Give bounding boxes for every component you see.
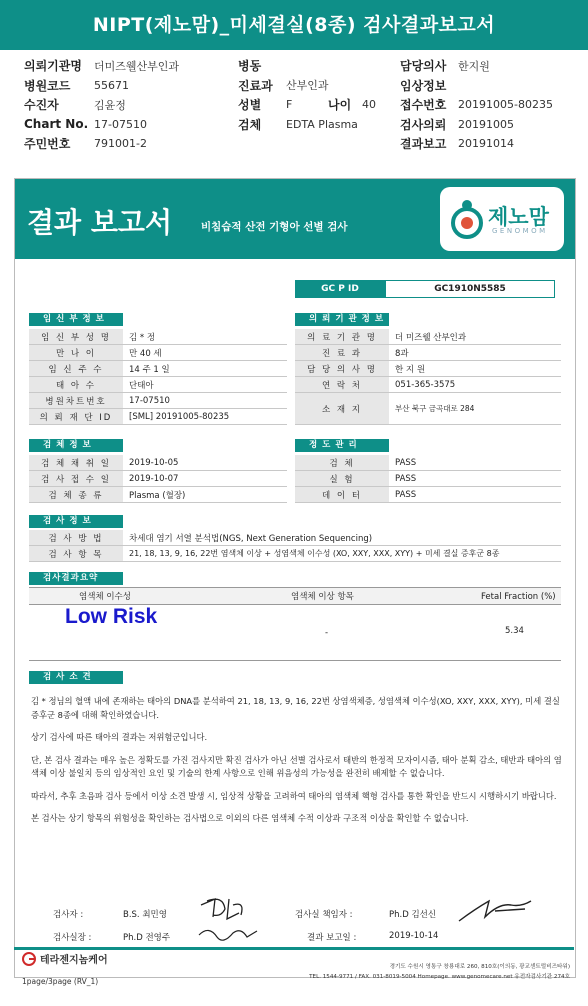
table-row — [29, 487, 287, 503]
info-value: 더미즈웰산부인과 — [94, 59, 180, 73]
info-value: 17-07510 — [94, 117, 147, 131]
info-label: 병원코드 — [24, 78, 71, 93]
row-key: 병원차트번호 — [29, 393, 123, 408]
row-key: 검 사 방 법 — [29, 530, 123, 545]
row-value: PASS — [395, 457, 417, 468]
gcp-id-label: GC P ID — [295, 280, 385, 298]
row-value: 14 주 1 일 — [129, 364, 170, 375]
tester-label: 검사자 : — [53, 910, 84, 920]
row-key: 실 험 — [295, 471, 389, 486]
order-info-col2 — [238, 56, 376, 134]
row-key: 소 재 지 — [295, 393, 389, 424]
row-key: 데 이 터 — [295, 487, 389, 502]
row-value: 만 40 세 — [129, 348, 162, 359]
row-key: 검 체 — [295, 455, 389, 470]
info-label: 접수번호 — [400, 98, 447, 113]
info-label: 담당의사 — [400, 59, 447, 74]
report-date-value: 2019-10-14 — [389, 931, 439, 941]
tester-name: B.S. 최민영 — [123, 910, 167, 920]
row-key: 의 뢰 재 단 ID — [29, 409, 123, 424]
row-key: 의 료 기 관 명 — [295, 329, 389, 344]
info-row — [400, 95, 553, 115]
table-row — [29, 530, 561, 546]
patient-table — [29, 329, 287, 425]
patient-section-header: 임 신 부 정 보 — [29, 313, 123, 326]
info-label: 수진자 — [24, 98, 59, 113]
info-row — [400, 115, 553, 135]
table-row — [295, 487, 561, 503]
info-row — [238, 56, 376, 76]
report-banner — [15, 179, 575, 259]
table-row — [295, 361, 561, 377]
opinion-paragraph: 본 검사는 상기 항목의 위험성을 확인하는 검사법으로 이외의 다른 염색체 수적 이상과 구조적 이상을 확인할 수 없습니다. — [31, 813, 469, 823]
gcp-id-value: GC1910N5585 — [385, 280, 555, 298]
row-key: 만 나 이 — [29, 345, 123, 360]
info-row — [24, 95, 179, 115]
row-key: 임 신 주 수 — [29, 361, 123, 376]
table-row — [29, 345, 287, 361]
institution-section-header: 의 뢰 기 관 정 보 — [295, 313, 389, 326]
table-row — [295, 455, 561, 471]
order-info-col3 — [400, 56, 553, 154]
footer-logo — [22, 951, 108, 966]
result-report — [14, 178, 576, 978]
info-value: 한지원 — [458, 59, 490, 73]
info-value: 20191005 — [458, 117, 514, 131]
row-key: 검 체 종 류 — [29, 487, 123, 502]
gcp-id — [295, 280, 555, 298]
specimen-section-header: 검 체 정 보 — [29, 439, 123, 452]
banner-subtitle: 비침습적 산전 기형아 선별 검사 — [201, 221, 348, 233]
table-row — [295, 377, 561, 393]
opinion-section-header: 검 사 소 견 — [29, 671, 123, 684]
order-info-col1 — [24, 56, 179, 154]
address-line: 경기도 수원시 영통구 창룡대로 260, 810호(이의동, 광교센트럴비즈타워) — [389, 964, 570, 970]
row-value: 김 * 정 — [129, 332, 156, 343]
opinion-paragraph: 단, 본 검사 결과는 매우 높은 정확도를 가진 검사지만 확진 검사가 아닌 선별 검사로서 태반의 한정적 모자이시즘, 태아 분획 감소, 태반과 태아의 염색체 이상 불일치 등의 임상적인 요인 및 기술의 한계 사항으로 인해 위음성의 가능성을 완전히 배제할 수 없습니다. — [31, 754, 562, 778]
info-row — [238, 95, 376, 115]
fetal-fraction-value: 5.34 — [505, 626, 524, 636]
info-label: 주민번호 — [24, 137, 71, 152]
test-table — [29, 530, 561, 562]
age-value: 40 — [362, 98, 376, 112]
info-row — [400, 76, 553, 96]
footer-address — [309, 963, 570, 982]
opinion-text — [31, 695, 563, 835]
info-row — [24, 76, 179, 96]
table-row — [29, 471, 287, 487]
info-value: 산부인과 — [286, 79, 329, 93]
info-row — [238, 76, 376, 96]
info-value: EDTA Plasma — [286, 117, 358, 131]
summary-section-header: 검사결과요약 — [29, 572, 123, 585]
row-value: 2019-10-05 — [129, 457, 179, 468]
info-value: 55671 — [94, 78, 129, 92]
signature-image — [193, 891, 263, 953]
row-key: 검 체 채 취 일 — [29, 455, 123, 470]
row-value: 부산 북구 금곡대로 284 — [395, 404, 475, 413]
summary-col-fetal-fraction: Fetal Fraction (%) — [481, 592, 556, 602]
row-value: 더 미즈웰 산부인과 — [395, 332, 467, 343]
row-value: 단태아 — [129, 380, 154, 391]
info-value: 791001-2 — [94, 137, 147, 151]
table-row — [295, 329, 561, 345]
row-key: 담 당 의 사 명 — [295, 361, 389, 376]
info-label: 검체 — [238, 117, 262, 132]
info-row — [238, 115, 376, 135]
age-label: 나이 — [328, 98, 352, 113]
manager-name: Ph.D 김선신 — [389, 910, 437, 920]
row-key: 진 료 과 — [295, 345, 389, 360]
company-name: 테라젠지놈케어 — [40, 955, 108, 966]
test-section-header: 검 사 정 보 — [29, 515, 123, 528]
opinion-paragraph: 김 * 정님의 혈액 내에 존재하는 태아의 DNA를 분석하여 21, 18, 13, 9, 16, 22번 상염색체증, 성염색체 이수성(XO, XXY, XXX, XYY), 미세 결실 증후군 8종에 대해 확인하였습니다. — [31, 696, 560, 720]
row-value: 2019-10-07 — [129, 473, 179, 484]
row-value: 한 지 원 — [395, 364, 426, 375]
row-key: 태 아 수 — [29, 377, 123, 392]
table-row — [29, 361, 287, 377]
info-label: Chart No. — [24, 117, 89, 132]
row-key: 연 락 처 — [295, 377, 389, 392]
banner-title: 결과 보고서 — [27, 206, 172, 239]
info-value: 20191014 — [458, 137, 514, 151]
contact-line: TEL. 1544-9771 / FAX. 031-8019-5004 Homepage. www.genomecare.net 유전자검사기관 274호 — [309, 973, 570, 980]
summary-header-row — [29, 587, 561, 605]
footer-rule — [14, 947, 574, 950]
report-top-title: NIPT(제노맘)_미세결실(8종) 검사결과보고서 — [0, 0, 588, 50]
row-value: 8과 — [395, 348, 409, 359]
signature-image — [455, 891, 535, 931]
company-logo-icon — [22, 952, 36, 966]
info-row — [24, 115, 179, 135]
row-value: 21, 18, 13, 9, 16, 22번 염색체 이상 + 성염색체 이수성 (XO, XXY, XXX, XYY) + 미세 결실 증후군 8종 — [129, 549, 500, 558]
opinion-paragraph: 따라서, 추후 초음파 검사 등에서 이상 소견 발생 시, 임상적 상황을 고려하여 태아의 염색체 핵형 검사를 통한 확인을 반드시 시행하시기 바랍니다. — [31, 790, 557, 801]
logo-text: 제노맘 — [488, 205, 549, 229]
table-row — [29, 393, 287, 409]
chief-label: 검사실장 : — [53, 933, 92, 943]
summary-col-abnormal: 염색체 이상 항목 — [291, 592, 354, 602]
table-row — [29, 377, 287, 393]
info-label: 진료과 — [238, 78, 273, 93]
row-value: [SML] 20191005-80235 — [129, 411, 230, 422]
info-row — [24, 56, 179, 76]
abnormal-item-value: - — [325, 628, 329, 638]
chief-name: Ph.D 전영주 — [123, 933, 171, 943]
row-value: 차세대 염기 서열 분석법(NGS, Next Generation Sequencing) — [129, 533, 373, 544]
qc-table — [295, 455, 561, 503]
info-label: 결과보고 — [400, 137, 447, 152]
opinion-paragraph: 상기 검사에 따른 태아의 결과는 저위험군입니다. — [31, 732, 208, 742]
info-label: 의뢰기관명 — [24, 59, 82, 74]
table-row — [295, 345, 561, 361]
info-label: 성별 — [238, 98, 262, 113]
row-key: 검 사 항 목 — [29, 546, 123, 561]
page-number: 1page/3page (RV_1) — [22, 977, 99, 986]
table-row — [29, 409, 287, 425]
table-row — [295, 393, 561, 425]
row-key: 임 신 부 성 명 — [29, 329, 123, 344]
table-row — [29, 455, 287, 471]
info-label: 병동 — [238, 59, 262, 74]
specimen-table — [29, 455, 287, 503]
manager-label: 검사실 책임자 : — [295, 910, 353, 920]
info-row — [24, 134, 179, 154]
info-label: 임상정보 — [400, 78, 447, 93]
info-label: 검사의뢰 — [400, 117, 447, 132]
row-value: Plasma (혈장) — [129, 490, 186, 501]
info-row — [400, 134, 553, 154]
info-value: 김윤정 — [94, 98, 126, 112]
row-value: 051-365-3575 — [395, 379, 456, 390]
logo-subtext: GENOMOM — [492, 227, 548, 235]
report-date-label: 결과 보고일 : — [307, 933, 357, 943]
row-value: PASS — [395, 473, 417, 484]
row-key: 검 사 접 수 일 — [29, 471, 123, 486]
table-row — [29, 329, 287, 345]
info-value: F — [286, 98, 293, 112]
genomom-logo-icon — [450, 199, 484, 239]
qc-section-header: 정 도 관 리 — [295, 439, 389, 452]
table-row — [29, 546, 561, 562]
row-value: PASS — [395, 489, 417, 500]
info-value: 20191005-80235 — [458, 98, 553, 112]
summary-col-aneuploidy: 염색체 이수성 — [79, 592, 131, 602]
row-value: 17-07510 — [129, 395, 170, 406]
risk-result: Low Risk — [65, 605, 158, 628]
summary-result-row — [29, 605, 561, 661]
info-row — [400, 56, 553, 76]
table-row — [295, 471, 561, 487]
institution-table — [295, 329, 561, 425]
genomom-logo — [440, 187, 564, 251]
